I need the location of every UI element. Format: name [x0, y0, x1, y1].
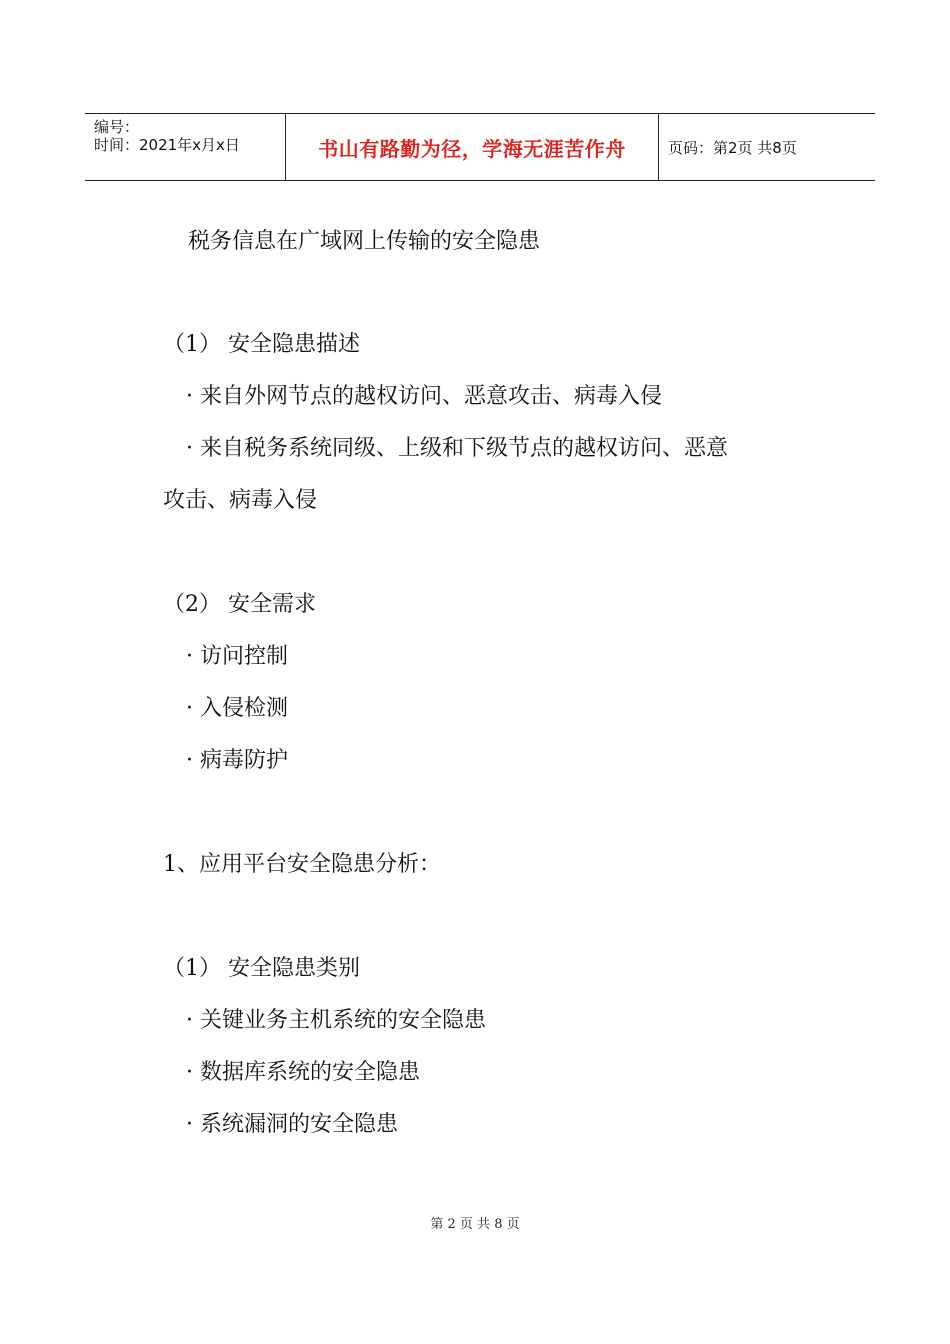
section-heading-requirements: （2） 安全需求 — [163, 592, 316, 617]
page-footer: 第 2 页 共 8 页 — [430, 1217, 520, 1232]
bullet-item: · 来自税务系统同级、上级和下级节点的越权访问、恶意 — [186, 436, 728, 461]
section-heading-description: （1） 安全隐患描述 — [163, 332, 360, 357]
header-page-cell — [659, 114, 875, 180]
header-page-code: 页码：第2页 共8页 — [668, 138, 797, 157]
header-meta-cell — [85, 114, 285, 180]
bullet-item: · 来自外网节点的越权访问、恶意攻击、病毒入侵 — [186, 384, 662, 409]
page-header — [85, 113, 875, 181]
bullet-item: · 病毒防护 — [186, 748, 288, 773]
document-time-label: 时间：2021年x月x日 — [94, 136, 240, 154]
section-heading-categories: （1） 安全隐患类别 — [163, 956, 360, 981]
header-motto: 书山有路勤为径，学海无涯苦作舟 — [318, 136, 626, 161]
bullet-item: · 关键业务主机系统的安全隐患 — [186, 1008, 486, 1033]
bullet-item: · 入侵检测 — [186, 696, 288, 721]
document-number-label: 编号： — [94, 118, 140, 136]
bullet-item: · 系统漏洞的安全隐患 — [186, 1112, 398, 1137]
section-title: 1、应用平台安全隐患分析： — [163, 852, 441, 877]
header-motto-cell — [285, 114, 659, 180]
bullet-item-continuation: 攻击、病毒入侵 — [163, 488, 318, 513]
bullet-item: · 访问控制 — [186, 644, 288, 669]
bullet-item: · 数据库系统的安全隐患 — [186, 1060, 420, 1085]
document-title: 税务信息在广域网上传输的安全隐患 — [188, 229, 541, 254]
